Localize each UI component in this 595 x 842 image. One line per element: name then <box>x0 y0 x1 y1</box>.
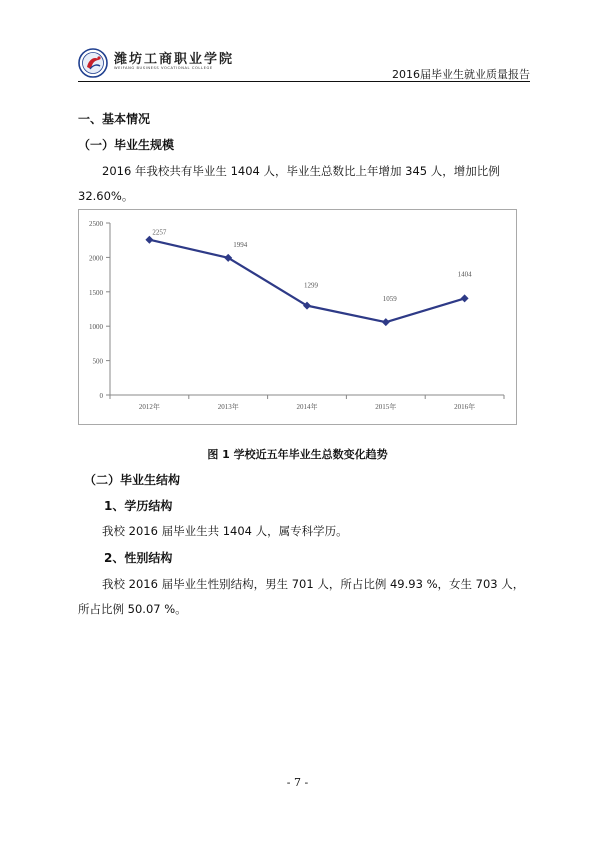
school-name-english: WEIFANG BUSINESS VOCATIONAL COLLEGE <box>114 66 213 70</box>
paragraph-gender-structure-line2: 所占比例 50.07 %。 <box>78 602 187 616</box>
report-title: 2016届毕业生就业质量报告 <box>392 68 530 81</box>
data-label: 1299 <box>304 281 318 290</box>
y-tick-label: 0 <box>99 392 103 400</box>
x-tick-label: 2012年 <box>138 403 160 411</box>
data-label: 1994 <box>233 240 248 249</box>
subsection-heading-graduate-scale: （一）毕业生规模 <box>78 138 175 152</box>
item-heading-gender-structure: 2、性别结构 <box>104 551 173 565</box>
data-label: 1059 <box>382 295 397 304</box>
x-tick-label: 2016年 <box>454 403 476 411</box>
data-point-marker <box>145 236 153 244</box>
data-label: 2257 <box>152 228 167 237</box>
graduate-trend-chart <box>78 209 517 425</box>
data-point-marker <box>382 318 390 326</box>
y-tick-label: 1000 <box>89 323 103 332</box>
college-logo-icon <box>78 48 108 78</box>
data-label: 1404 <box>457 270 472 279</box>
y-tick-label: 2500 <box>89 220 103 228</box>
y-tick-label: 500 <box>92 357 103 366</box>
y-tick-label: 1500 <box>89 288 103 297</box>
y-tick-label: 2000 <box>89 254 103 263</box>
figure-caption: 图 1 学校近五年毕业生总数变化趋势 <box>207 448 388 461</box>
x-tick-label: 2014年 <box>296 403 318 411</box>
page-number: - 7 - <box>286 776 309 789</box>
school-name: 潍坊工商职业学院 <box>114 52 235 67</box>
chart-canvas <box>79 210 518 426</box>
paragraph-education-structure: 我校 2016 届毕业生共 1404 人，属专科学历。 <box>102 524 348 538</box>
data-point-marker <box>461 294 469 302</box>
header-divider <box>78 81 530 82</box>
item-heading-education-structure: 1、学历结构 <box>104 499 173 513</box>
paragraph-graduate-scale-line2: 32.60%。 <box>78 189 134 203</box>
paragraph-graduate-scale-line1: 2016 年我校共有毕业生 1404 人，毕业生总数比上年增加 345 人，增加比例 <box>102 164 500 178</box>
x-tick-label: 2015年 <box>375 403 397 411</box>
x-tick-label: 2013年 <box>217 403 239 411</box>
subsection-heading-graduate-structure: （二）毕业生结构 <box>84 473 181 487</box>
page-header <box>78 44 530 84</box>
section-heading-basic-info: 一、基本情况 <box>78 112 151 126</box>
paragraph-gender-structure-line1: 我校 2016 届毕业生性别结构，男生 701 人，所占比例 49.93 %，女生 703 人， <box>102 577 525 591</box>
